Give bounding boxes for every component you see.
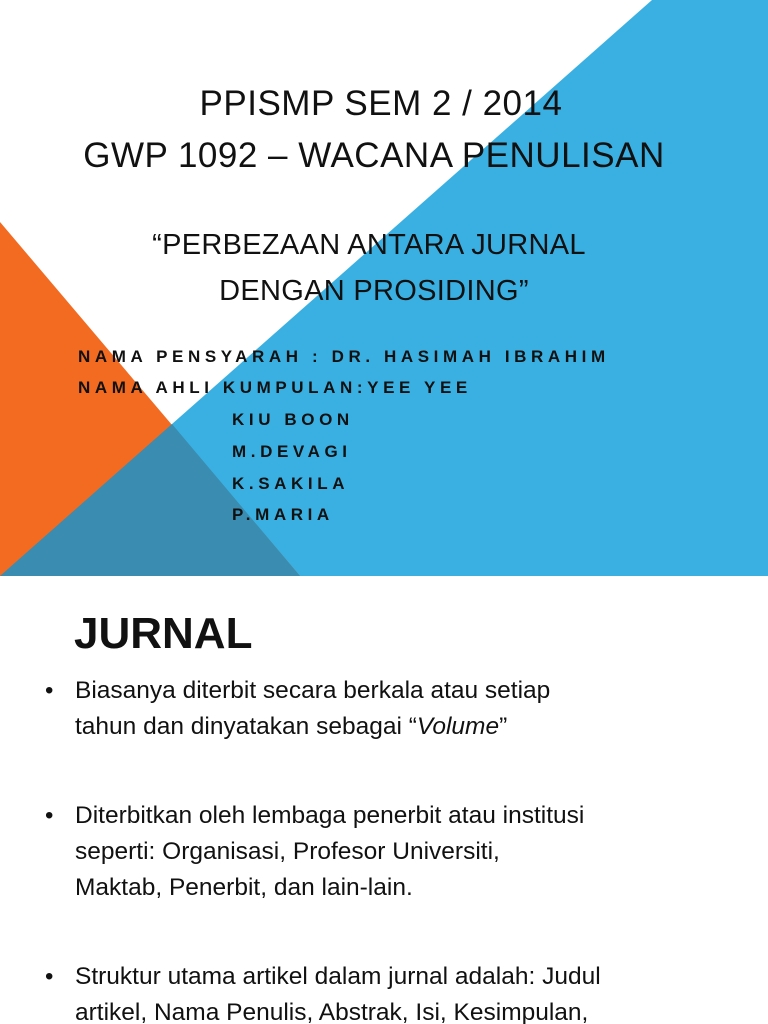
group-member-name: KIU BOON xyxy=(232,410,354,429)
group-members-label-line: NAMA AHLI KUMPULAN:YEE YEE xyxy=(78,378,472,397)
presentation-title-line-2: GWP 1092 – WACANA PENULISAN xyxy=(83,136,665,175)
bullet-line: seperti: Organisasi, Profesor Universiti, xyxy=(75,838,500,865)
presentation-subtitle-line-1: “PERBEZAAN ANTARA JURNAL xyxy=(152,229,586,261)
lecturer-name-line: NAMA PENSYARAH : DR. HASIMAH IBRAHIM xyxy=(78,347,610,366)
bullet-text xyxy=(75,673,755,745)
bullet-line: Struktur utama artikel dalam jurnal adalah: Judul xyxy=(75,963,601,990)
group-member-name: K.SAKILA xyxy=(232,474,350,493)
italic-term: Volume xyxy=(416,713,500,740)
group-member-name: M.DEVAGI xyxy=(232,442,352,461)
bullet-line: artikel, Nama Penulis, Abstrak, Isi, Kesimpulan, xyxy=(75,999,589,1024)
bullet-line: Maktab, Penerbit, dan lain-lain. xyxy=(75,874,413,901)
bullet-line-segment: tahun dan dinyatakan sebagai “ xyxy=(75,713,417,740)
bullet-line: Biasanya diterbit secara berkala atau setiap xyxy=(75,677,551,704)
bullet-line: Diterbitkan oleh lembaga penerbit atau institusi xyxy=(75,802,585,829)
bullet-line-segment: ” xyxy=(499,713,508,740)
bullet-text xyxy=(75,798,755,906)
bullet-marker: • xyxy=(45,677,54,704)
bullet-marker: • xyxy=(45,802,54,829)
jurnal-slide xyxy=(0,576,768,1024)
presentation-title-line-1: PPISMP SEM 2 / 2014 xyxy=(199,84,563,123)
group-member-name: P.MARIA xyxy=(232,505,334,524)
presentation-subtitle-line-2: DENGAN PROSIDING” xyxy=(219,275,529,307)
bullet-line xyxy=(75,709,755,745)
slide-heading: JURNAL xyxy=(74,609,253,658)
bullet-text xyxy=(75,959,755,1024)
bullet-marker: • xyxy=(45,963,54,990)
